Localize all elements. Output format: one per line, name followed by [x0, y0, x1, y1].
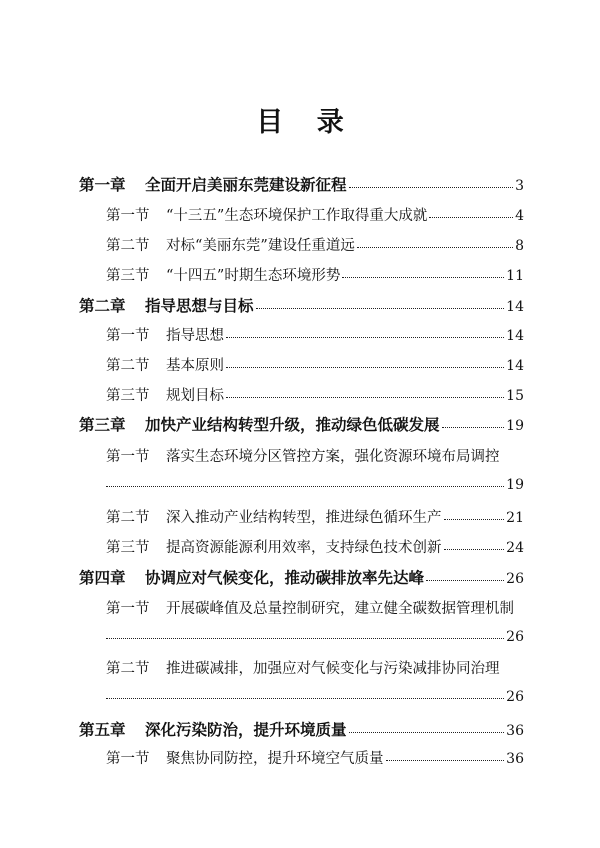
toc-leader-dots [226, 356, 504, 370]
toc-page-number: 8 [515, 238, 524, 254]
toc-label: 第一章 [79, 176, 126, 194]
toc-section-3-1-continuation[interactable] [106, 475, 524, 497]
toc-page-number: 14 [506, 299, 524, 315]
toc-label: 第三节 [106, 540, 150, 556]
toc-leader-dots [349, 176, 514, 190]
toc-section-2-2[interactable] [106, 354, 524, 376]
toc-section-4-1[interactable] [106, 597, 524, 619]
toc-chapter-3[interactable] [79, 413, 524, 435]
toc-text: 提高资源能源利用效率，支持绿色技术创新 [166, 540, 442, 556]
toc-label: 第二节 [106, 238, 150, 254]
toc-text: “十三五”生态环境保护工作取得重大成就 [166, 208, 428, 224]
toc-chapter-5[interactable] [79, 718, 524, 740]
toc-leader-dots [426, 569, 504, 583]
toc-page-number: 4 [515, 208, 524, 224]
toc-leader-dots [349, 721, 505, 735]
toc-text: 深入推动产业结构转型，推进绿色循环生产 [166, 510, 442, 526]
toc-text: 开展碳峰值及总量控制研究，建立健全碳数据管理机制 [166, 601, 514, 617]
toc-text: “十四五”时期生态环境形势 [166, 268, 341, 284]
toc-page-number: 26 [506, 689, 524, 705]
toc-label: 第二节 [106, 661, 150, 677]
toc-section-3-1[interactable] [106, 445, 524, 467]
toc-leader-dots [429, 206, 513, 220]
toc-chapter-4[interactable] [79, 566, 524, 588]
toc-section-4-1-continuation[interactable] [106, 627, 524, 649]
toc-page-number: 36 [506, 751, 524, 767]
toc-page-number: 21 [506, 510, 524, 526]
toc-text: 加快产业结构转型升级，推动绿色低碳发展 [145, 416, 440, 434]
toc-page-number: 11 [506, 268, 524, 284]
toc-text: 指导思想 [166, 328, 224, 344]
toc-label: 第三章 [79, 416, 126, 434]
toc-leader-dots [444, 508, 505, 522]
toc-label: 第二节 [106, 510, 150, 526]
toc-label: 第五章 [79, 721, 126, 739]
toc-section-1-3[interactable] [106, 264, 524, 286]
toc-section-1-1[interactable] [106, 204, 524, 226]
toc-label: 第二章 [79, 297, 126, 315]
toc-label: 第一节 [106, 208, 150, 224]
toc-label: 第一节 [106, 601, 150, 617]
toc-page-number: 15 [506, 388, 524, 404]
toc-leader-dots [386, 749, 505, 763]
toc-text: 落实生态环境分区管控方案，强化资源环境布局调控 [166, 449, 500, 465]
page-title: 目 录 [256, 107, 356, 138]
toc-leader-dots [106, 627, 504, 641]
toc-leader-dots [442, 416, 505, 430]
toc-section-4-2[interactable] [106, 657, 524, 679]
toc-page-number: 3 [515, 178, 524, 194]
toc-leader-dots [226, 326, 504, 340]
toc-leader-dots [106, 687, 504, 701]
toc-text: 推进碳减排，加强应对气候变化与污染减排协同治理 [166, 661, 500, 677]
toc-label: 第四章 [79, 569, 126, 587]
toc-text: 聚焦协同防控，提升环境空气质量 [166, 751, 384, 767]
toc-section-2-1[interactable] [106, 324, 524, 346]
toc-text: 协调应对气候变化，推动碳排放率先达峰 [145, 569, 425, 587]
toc-leader-dots [226, 386, 504, 400]
toc-section-5-1[interactable] [106, 747, 524, 769]
toc-label: 第一节 [106, 751, 150, 767]
toc-leader-dots [256, 297, 505, 311]
toc-section-1-2[interactable] [106, 234, 524, 256]
toc-text: 全面开启美丽东莞建设新征程 [145, 176, 347, 194]
toc-text: 指导思想与目标 [145, 297, 254, 315]
toc-leader-dots [106, 475, 504, 489]
toc-page-number: 24 [506, 540, 524, 556]
toc-chapter-1[interactable] [79, 173, 524, 195]
toc-page-number: 19 [506, 477, 524, 493]
toc-text: 深化污染防治，提升环境质量 [145, 721, 347, 739]
toc-page-number: 14 [506, 358, 524, 374]
toc-page-number: 26 [506, 571, 524, 587]
toc-label: 第三节 [106, 268, 150, 284]
toc-section-4-2-continuation[interactable] [106, 687, 524, 709]
toc-leader-dots [342, 266, 504, 280]
toc-text: 规划目标 [166, 388, 224, 404]
toc-text: 基本原则 [166, 358, 224, 374]
toc-text: 对标“美丽东莞”建设任重道远 [166, 238, 355, 254]
toc-section-3-2[interactable] [106, 506, 524, 528]
toc-page-number: 19 [506, 418, 524, 434]
toc-leader-dots [444, 538, 505, 552]
toc-chapter-2[interactable] [79, 294, 524, 316]
toc-label: 第三节 [106, 388, 150, 404]
toc-section-2-3[interactable] [106, 384, 524, 406]
toc-label: 第二节 [106, 358, 150, 374]
toc-page-number: 14 [506, 328, 524, 344]
toc-page-number: 26 [506, 629, 524, 645]
toc-section-3-3[interactable] [106, 536, 524, 558]
toc-label: 第一节 [106, 449, 150, 465]
toc-label: 第一节 [106, 328, 150, 344]
toc-leader-dots [357, 236, 513, 250]
toc-page-number: 36 [506, 723, 524, 739]
